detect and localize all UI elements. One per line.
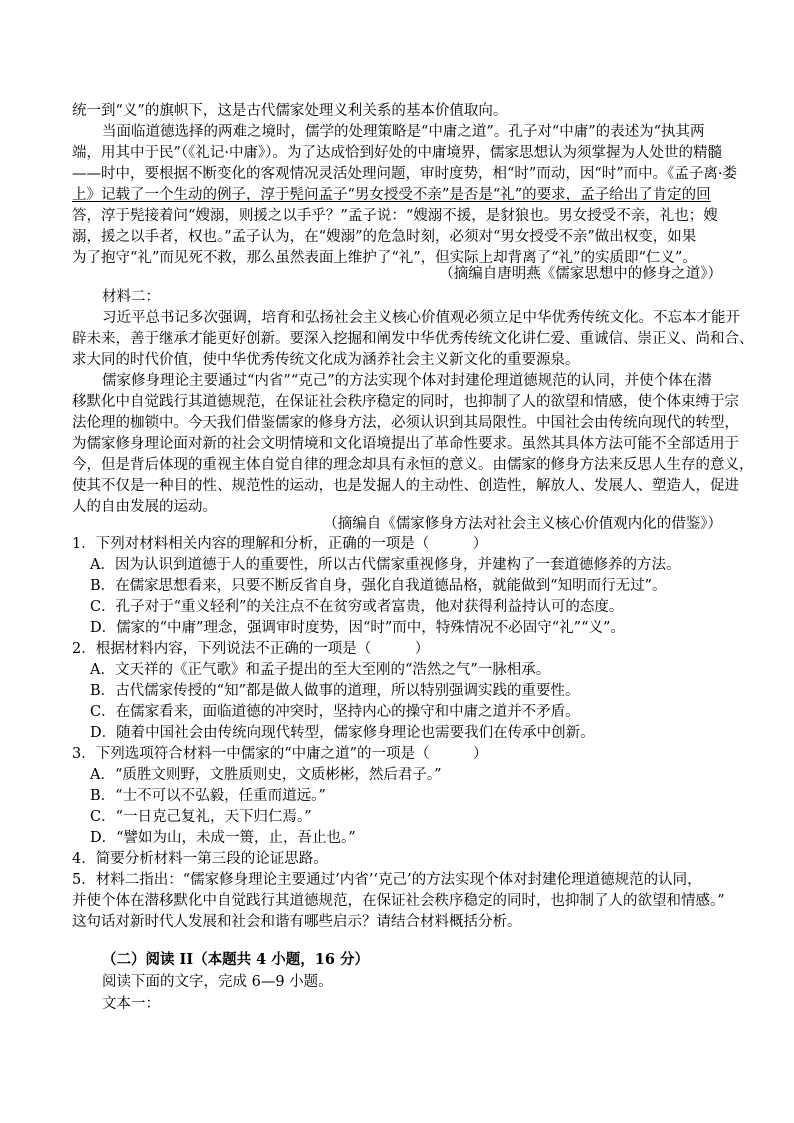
material2-line-10: 人的自由发展的运动。 [72, 499, 217, 515]
question-3-option-d: D．“譬如为山，未成一篑，止，吾止也。” [90, 830, 356, 846]
material1-line-5: 上》记载了一个生动的例子，淳于髡问孟子“男女授受不亲”是否是“礼”的要求，孟子给出了肯定的回 [72, 187, 711, 203]
material2-line-1: 习近平总书记多次强调，培育和弘扬社会主义核心价值观必须立足中华优秀传统文化。不忘本才能开 [102, 310, 740, 326]
section-2-instruction: 阅读下面的文字，完成 6—9 小题。 [102, 974, 333, 990]
question-1-option-a: A．因为认识到道德于人的重要性，所以古代儒家重视修身，并建构了一套道德修养的方法。 [90, 557, 681, 573]
section-2-text-label: 文本一： [102, 996, 160, 1012]
material2-heading: 材料二： [102, 289, 160, 305]
material2-line-7: 为儒家修身理论面对新的社会文明情境和文化语境提出了革命性要求。虽然其具体方法可能不全部适用于 [72, 436, 739, 452]
material1-line-2: 当面临道德选择的两难之境时，儒学的处理策略是“中庸之道”。孔子对“中庸”的表述为“执其两 [102, 124, 705, 140]
question-5-line-3: 这句话对新时代人发展和社会和谐有哪些启示？请结合材料概括分析。 [72, 914, 522, 930]
question-2-option-d: D．随着中国社会由传统向现代转型，儒家修身理论也需要我们在传承中创新。 [90, 725, 595, 741]
material2-line-3: 求大同的时代价值，使中华优秀传统文化成为涵养社会主义新文化的重要源泉。 [72, 352, 580, 368]
question-3-option-a: A．“质胜文则野，文胜质则史，文质彬彬，然后君子。” [90, 767, 442, 783]
question-1-option-b: B．在儒家思想看来，只要不断反省自身，强化自我道德品格，就能做到“知明而行无过”。 [90, 578, 667, 594]
question-3-option-b: B．“士不可以不弘毅，任重而道远。” [90, 788, 326, 804]
question-1-option-d: D．儒家的“中庸”理念，强调审时度势，因“时”而中，特殊情况不必固守“礼”“义”。 [90, 620, 625, 636]
material2-line-6: 法伦理的枷锁中。今天我们借鉴儒家的修身方法，必须认识到其局限性。中国社会由传统向现代的转型， [72, 415, 739, 431]
material1-line-4: ——时中，要根据不断变化的客观情况灵活处理问题，审时度势，相“时”而动，因“时”而中。《孟子离·娄 [72, 166, 738, 182]
material2-line-5: 移默化中自觉践行其道德规范，在保证社会秩序稳定的同时，也抑制了人的欲望和情感，使个体束缚于宗 [72, 394, 739, 410]
material1-source: （摘编自唐明燕《儒家思想中的修身之道》） [439, 266, 722, 282]
question-2-stem: 2．根据材料内容，下列说法不正确的一项是（ ） [72, 641, 430, 657]
material1-line-7: 溺，援之以手者，权也。”孟子认为，在“嫂溺”的危急时刻，必须对“男女授受不亲”做出权变，如果 [72, 229, 697, 245]
material1-line-6: 答，淳于髡接着问“嫂溺，则援之以手乎？”孟子说：“嫂溺不援，是豺狼也。男女授受不亲，礼也；嫂 [72, 208, 718, 224]
material2-line-9: 使其不仅是一种目的性、规范性的运动，也是发掘人的主动性、创造性，解放人、发展人、塑造人，促进 [72, 478, 739, 494]
question-1-option-c: C．孔子对于“重义轻利”的关注点不在贫穷或者富贵，他对获得利益持认可的态度。 [90, 599, 624, 615]
question-2-option-a: A．文天祥的《正气歌》和孟子提出的至大至刚的“浩然之气”一脉相承。 [90, 662, 551, 678]
section-2-title: （二）阅读 II（本题共 4 小题，16 分） [102, 951, 370, 968]
question-4-stem: 4．简要分析材料一第三段的论证思路。 [72, 851, 328, 867]
question-2-option-c: C．在儒家看来，面临道德的冲突时，坚持内心的操守和中庸之道并不矛盾。 [90, 704, 580, 720]
question-2-option-b: B．古代儒家传授的“知”都是做人做事的道理，所以特别强调实践的重要性。 [90, 683, 580, 699]
question-3-stem: 3．下列选项符合材料一中儒家的“中庸之道”的一项是（ ） [72, 746, 488, 762]
material1-line-3: 端，用其中于民”（《礼记·中庸》）。为了达成恰到好处的中庸境界，儒家思想认为须掌握为人处世的精髓 [72, 145, 723, 161]
material1-line-8: 为了抱守“礼”而见死不救，那么虽然表面上维护了“礼”，但实际上却背离了“礼”的实质即“仁义”。 [72, 250, 697, 266]
question-1-stem: 1．下列对材料相关内容的理解和分析，正确的一项是（ ） [72, 536, 488, 552]
question-5-line-2: 并使个体在潜移默化中自觉践行其道德规范，在保证社会秩序稳定的同时，也抑制了人的欲望和情感。” [72, 893, 725, 909]
question-3-option-c: C．“一日克己复礼，天下归仁焉。” [90, 809, 312, 825]
material2-line-4: 儒家修身理论主要通过“内省”“克己”的方法实现个体对封建伦理道德规范的认同，并使个体在潜 [102, 373, 712, 389]
material2-line-2: 辟未来，善于继承才能更好创新。要深入挖掘和阐发中华优秀传统文化讲仁爱、重诚信、崇正义、尚和合、 [72, 331, 754, 347]
material2-line-8: 今，但是背后体现的重视主体自觉自律的理念却具有永恒的意义。由儒家的修身方法来反思人生存的意义， [72, 457, 754, 473]
question-5-line-1: 5．材料二指出：“儒家修身理论主要通过‘内省’‘克己’的方法实现个体对封建伦理道德规范的认同， [72, 872, 702, 888]
material1-line-1: 统一到“义”的旗帜下，这是古代儒家处理义利关系的基本价值取向。 [72, 103, 508, 119]
material2-source: （摘编自《儒家修身方法对社会主义核心价值观内化的借鉴》） [323, 516, 722, 532]
